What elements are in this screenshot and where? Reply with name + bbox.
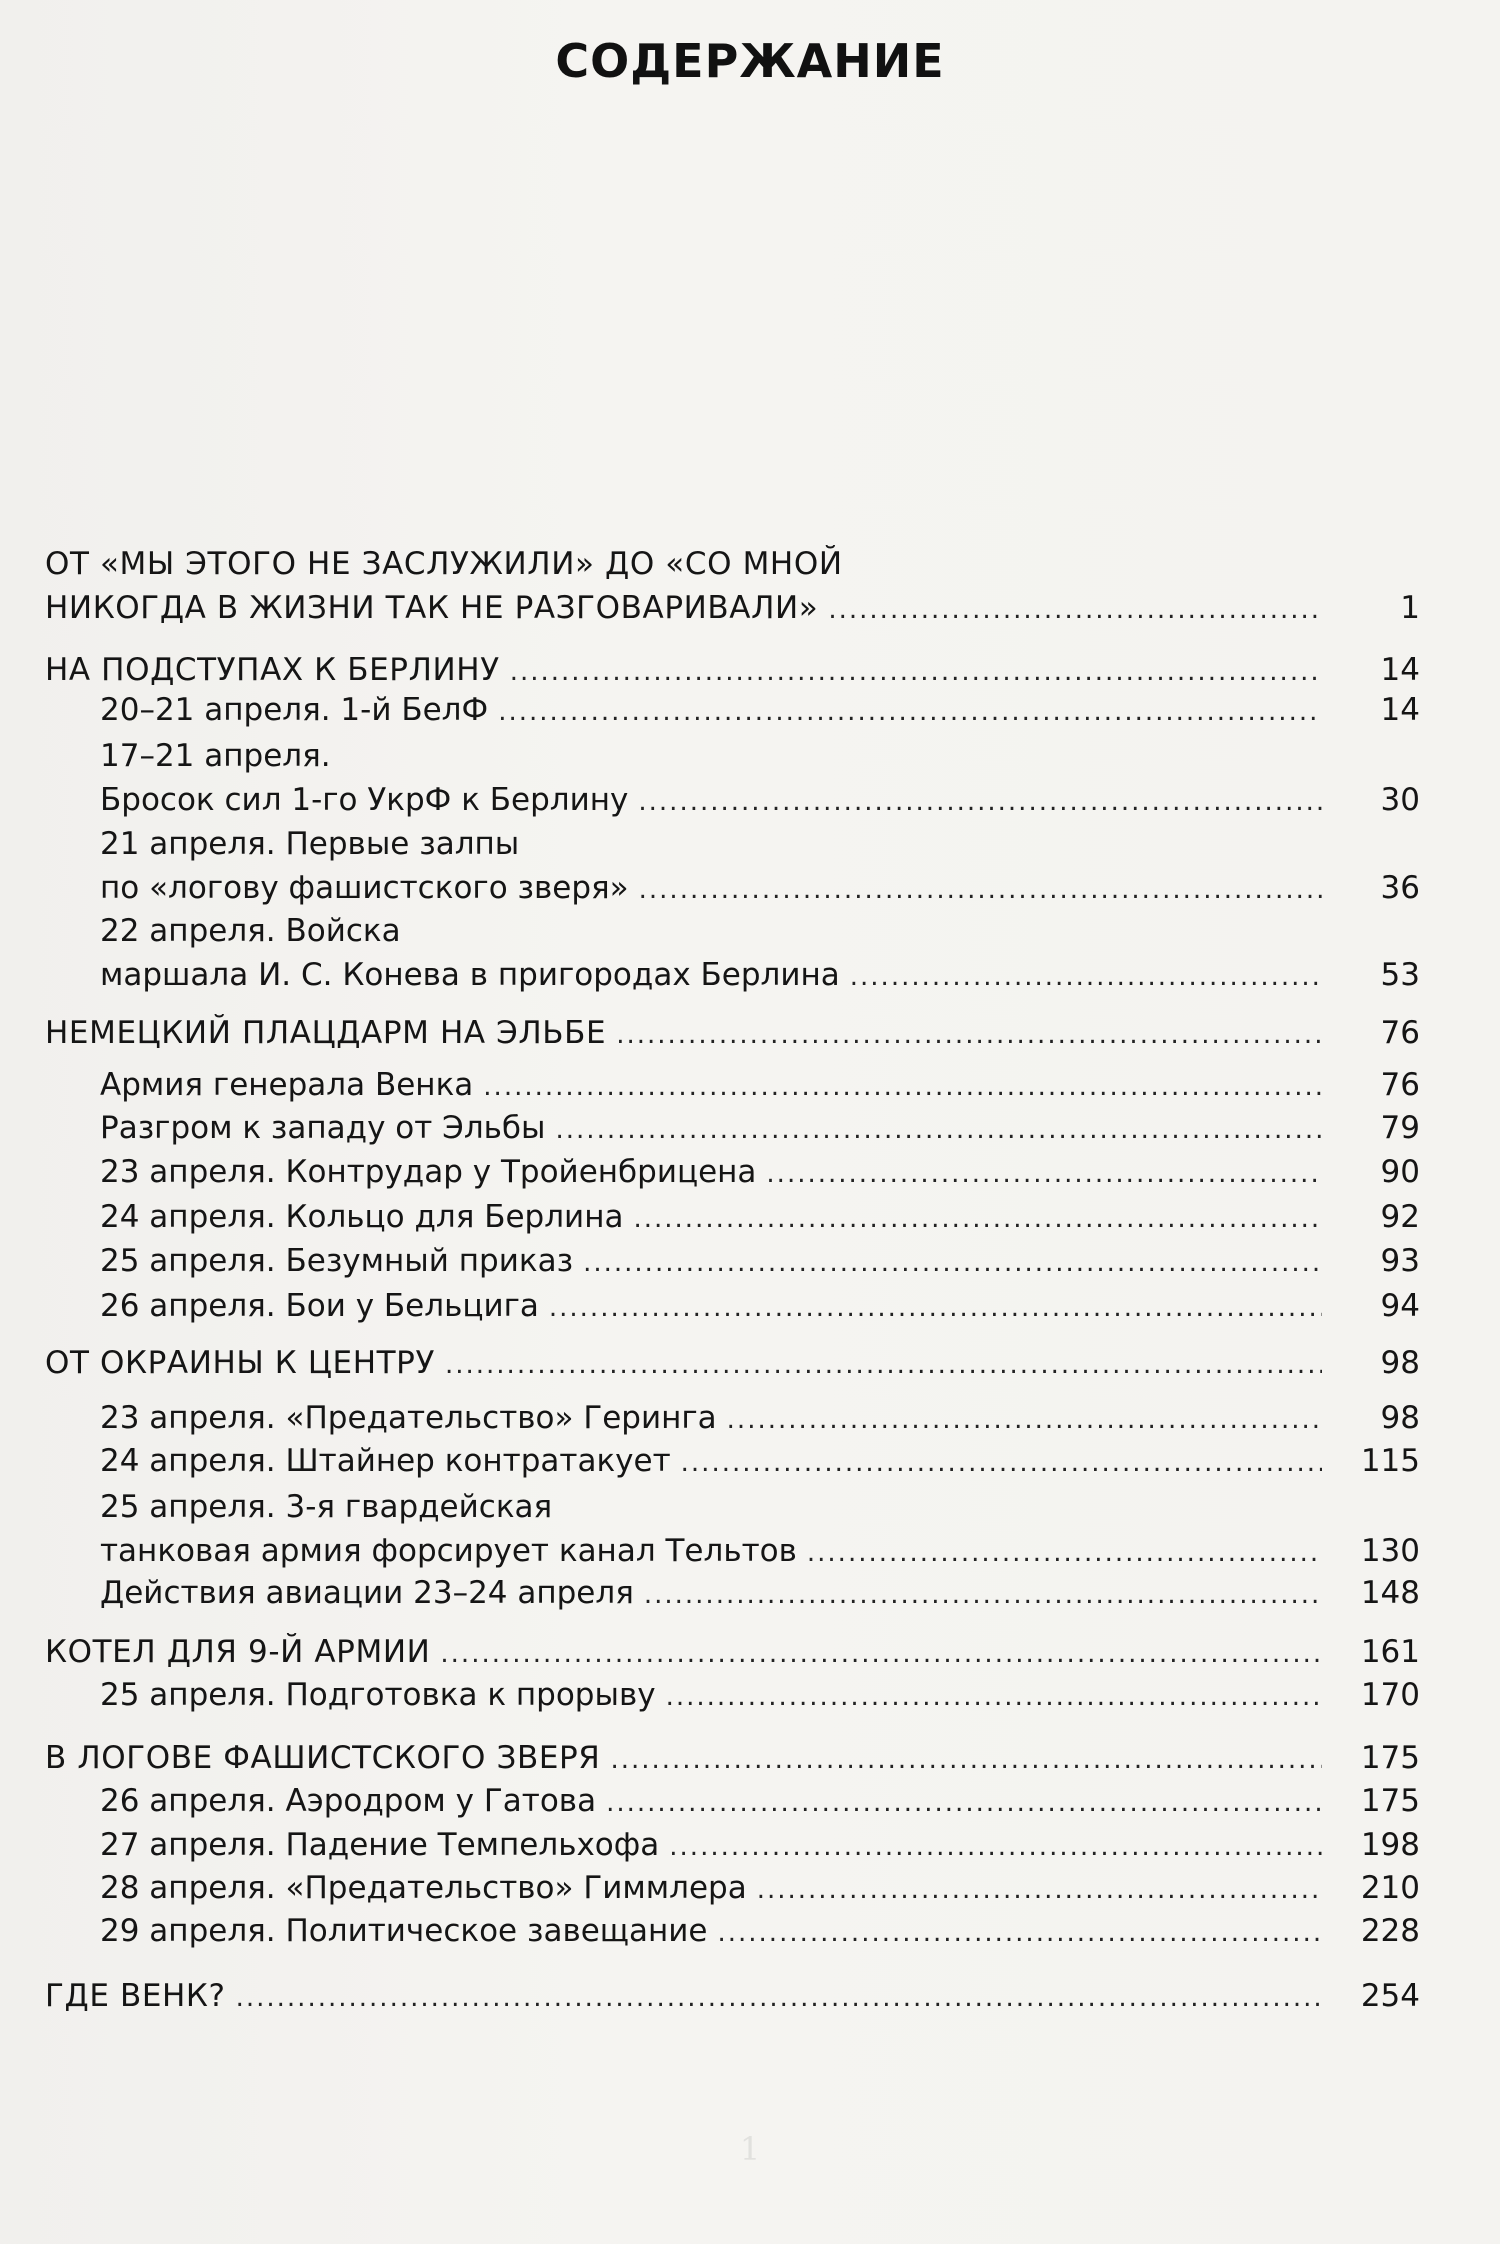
dot-leader [556, 1110, 1322, 1150]
toc-page-number: 148 [1360, 1575, 1420, 1611]
toc-entry-leader-row [45, 1976, 1330, 2018]
dot-leader [681, 1443, 1322, 1483]
dot-leader [828, 590, 1322, 630]
toc-entry-leader-row [100, 1825, 1330, 1867]
toc-entry-title-line: 25 апреля. Подготовка к прорыву [100, 1677, 656, 1713]
dot-leader [717, 1913, 1322, 1953]
toc-entry-leader-row [45, 1013, 1330, 1055]
toc-entry-leader-row [100, 1911, 1330, 1953]
toc-entry-title-line: 25 апреля. 3-я гвардейская [100, 1489, 553, 1525]
toc-entry-title-line: ГДЕ ВЕНК? [45, 1978, 226, 2014]
dot-leader [639, 870, 1322, 910]
toc-entry-title-line: 20–21 апреля. 1-й БелФ [100, 692, 489, 728]
toc-entry-title-line: 28 апреля. «Предательство» Гиммлера [100, 1870, 747, 1906]
toc-page-number: 76 [1380, 1067, 1420, 1103]
dot-leader [583, 1243, 1322, 1283]
dot-leader [440, 1634, 1322, 1674]
dot-leader [498, 692, 1322, 732]
toc-entry-title-line: 21 апреля. Первые залпы [100, 826, 520, 862]
toc-page-number: 14 [1380, 652, 1420, 688]
toc-entry-leader-row [100, 1441, 1330, 1483]
toc-entry-leader-row [100, 1781, 1330, 1823]
toc-entry-leader-row [100, 1108, 1330, 1150]
toc-entry-title-line: 24 апреля. Кольцо для Берлина [100, 1199, 624, 1235]
toc-entry-title-line: КОТЕЛ ДЛЯ 9-Й АРМИИ [45, 1634, 431, 1670]
dot-leader [610, 1740, 1322, 1780]
toc-entry-title-line: Действия авиации 23–24 апреля [100, 1575, 634, 1611]
dot-leader [644, 1575, 1322, 1615]
toc-entry-leader-row [100, 1398, 1330, 1440]
toc-entry-leader-row [45, 1343, 1330, 1385]
toc-entry-leader-row [100, 1531, 1330, 1573]
toc-page-number: 115 [1360, 1443, 1420, 1479]
toc-entry-leader-row [100, 1573, 1330, 1615]
toc-entry-leader-row [100, 1675, 1330, 1717]
toc-page-number: 79 [1380, 1110, 1420, 1146]
toc-entry-leader-row [100, 1152, 1330, 1194]
toc-entry-title-line: танковая армия форсирует канал Тельтов [100, 1533, 797, 1569]
toc-entry-title-line: НЕМЕЦКИЙ ПЛАЦДАРМ НА ЭЛЬБЕ [45, 1015, 607, 1051]
toc-entry-title-line: Бросок сил 1-го УкрФ к Берлину [100, 782, 629, 818]
dot-leader [510, 652, 1322, 692]
toc-page-number: 161 [1360, 1634, 1420, 1670]
toc-entry-leader-row [100, 1241, 1330, 1283]
toc-entry-title-line: ОТ ОКРАИНЫ К ЦЕНТРУ [45, 1345, 435, 1381]
toc-entry-leader-row [100, 690, 1330, 732]
dot-leader [669, 1827, 1322, 1867]
toc-entry-title-line: 27 апреля. Падение Темпельхофа [100, 1827, 660, 1863]
toc-entry-title-line: НИКОГДА В ЖИЗНИ ТАК НЕ РАЗГОВАРИВАЛИ» [45, 590, 819, 626]
toc-page-number: 30 [1380, 782, 1420, 818]
toc-entry-leader-row [100, 780, 1330, 822]
toc-page-number: 170 [1360, 1677, 1420, 1713]
toc-page-number: 198 [1360, 1827, 1420, 1863]
toc-page-number: 92 [1380, 1199, 1420, 1235]
toc-page-number: 210 [1360, 1870, 1420, 1906]
toc-entry-leader-row [45, 1632, 1330, 1674]
toc-entry-title-line: 25 апреля. Безумный приказ [100, 1243, 574, 1279]
dot-leader [638, 782, 1322, 822]
dot-leader [807, 1533, 1322, 1573]
toc-entry-title-line: 29 апреля. Политическое завещание [100, 1913, 708, 1949]
toc-entry-leader-row [45, 1738, 1330, 1780]
toc-page-number: 1 [1400, 590, 1420, 626]
toc-entry-title-line: НА ПОДСТУПАХ К БЕРЛИНУ [45, 652, 500, 688]
toc-page-number: 93 [1380, 1243, 1420, 1279]
toc-entry-title-line: Разгром к западу от Эльбы [100, 1110, 546, 1146]
toc-entry-title-line: 26 апреля. Аэродром у Гатова [100, 1783, 597, 1819]
toc-page-number: 90 [1380, 1154, 1420, 1190]
toc-page-number: 254 [1360, 1978, 1420, 2014]
toc-entry-title-line: 22 апреля. Войска [100, 913, 401, 949]
dot-leader [236, 1978, 1322, 2018]
toc-page-number: 98 [1380, 1400, 1420, 1436]
toc-entry-title-line: по «логову фашистского зверя» [100, 870, 629, 906]
dot-leader [445, 1345, 1322, 1385]
dot-leader [549, 1288, 1322, 1328]
toc-entry-title-line: 23 апреля. Контрудар у Тройенбрицена [100, 1154, 757, 1190]
dot-leader [606, 1783, 1322, 1823]
toc-page-number: 130 [1360, 1533, 1420, 1569]
toc-page-number: 76 [1380, 1015, 1420, 1051]
dot-leader [727, 1400, 1322, 1440]
toc-entry-title-line: ОТ «МЫ ЭТОГО НЕ ЗАСЛУЖИЛИ» ДО «СО МНОЙ [45, 546, 843, 582]
toc-page-number: 175 [1360, 1783, 1420, 1819]
toc-entry-title-line: В ЛОГОВЕ ФАШИСТСКОГО ЗВЕРЯ [45, 1740, 601, 1776]
dot-leader [850, 957, 1322, 997]
dot-leader [633, 1199, 1322, 1239]
toc-entry-title-line: Армия генерала Венка [100, 1067, 474, 1103]
dot-leader [666, 1677, 1322, 1717]
toc-entry-leader-row [100, 1065, 1330, 1107]
toc-entry-leader-row [45, 588, 1330, 630]
toc-entry-leader-row [100, 868, 1330, 910]
toc-entry-title-line: 23 апреля. «Предательство» Геринга [100, 1400, 717, 1436]
toc-page-number: 175 [1360, 1740, 1420, 1776]
dot-leader [483, 1067, 1322, 1107]
toc-entry-leader-row [100, 1868, 1330, 1910]
toc-entry-title-line: маршала И. С. Конева в пригородах Берлина [100, 957, 840, 993]
toc-entry-leader-row [100, 1197, 1330, 1239]
toc-page-number: 14 [1380, 692, 1420, 728]
dot-leader [757, 1870, 1322, 1910]
page-folio: 1 [739, 2130, 761, 2168]
toc-entry-title-line: 17–21 апреля. [100, 738, 331, 774]
toc-page-number: 94 [1380, 1288, 1420, 1324]
dot-leader [766, 1154, 1322, 1194]
toc-page-number: 36 [1380, 870, 1420, 906]
toc-page-number: 228 [1360, 1913, 1420, 1949]
dot-leader [616, 1015, 1322, 1055]
toc-page-number: 98 [1380, 1345, 1420, 1381]
page-title: СОДЕРЖАНИЕ [555, 34, 945, 88]
toc-entry-leader-row [100, 1286, 1330, 1328]
toc-entry-title-line: 24 апреля. Штайнер контратакует [100, 1443, 671, 1479]
toc-entry-leader-row [45, 650, 1330, 692]
toc-page-number: 53 [1380, 957, 1420, 993]
toc-entry-title-line: 26 апреля. Бои у Бельцига [100, 1288, 539, 1324]
toc-entry-leader-row [100, 955, 1330, 997]
